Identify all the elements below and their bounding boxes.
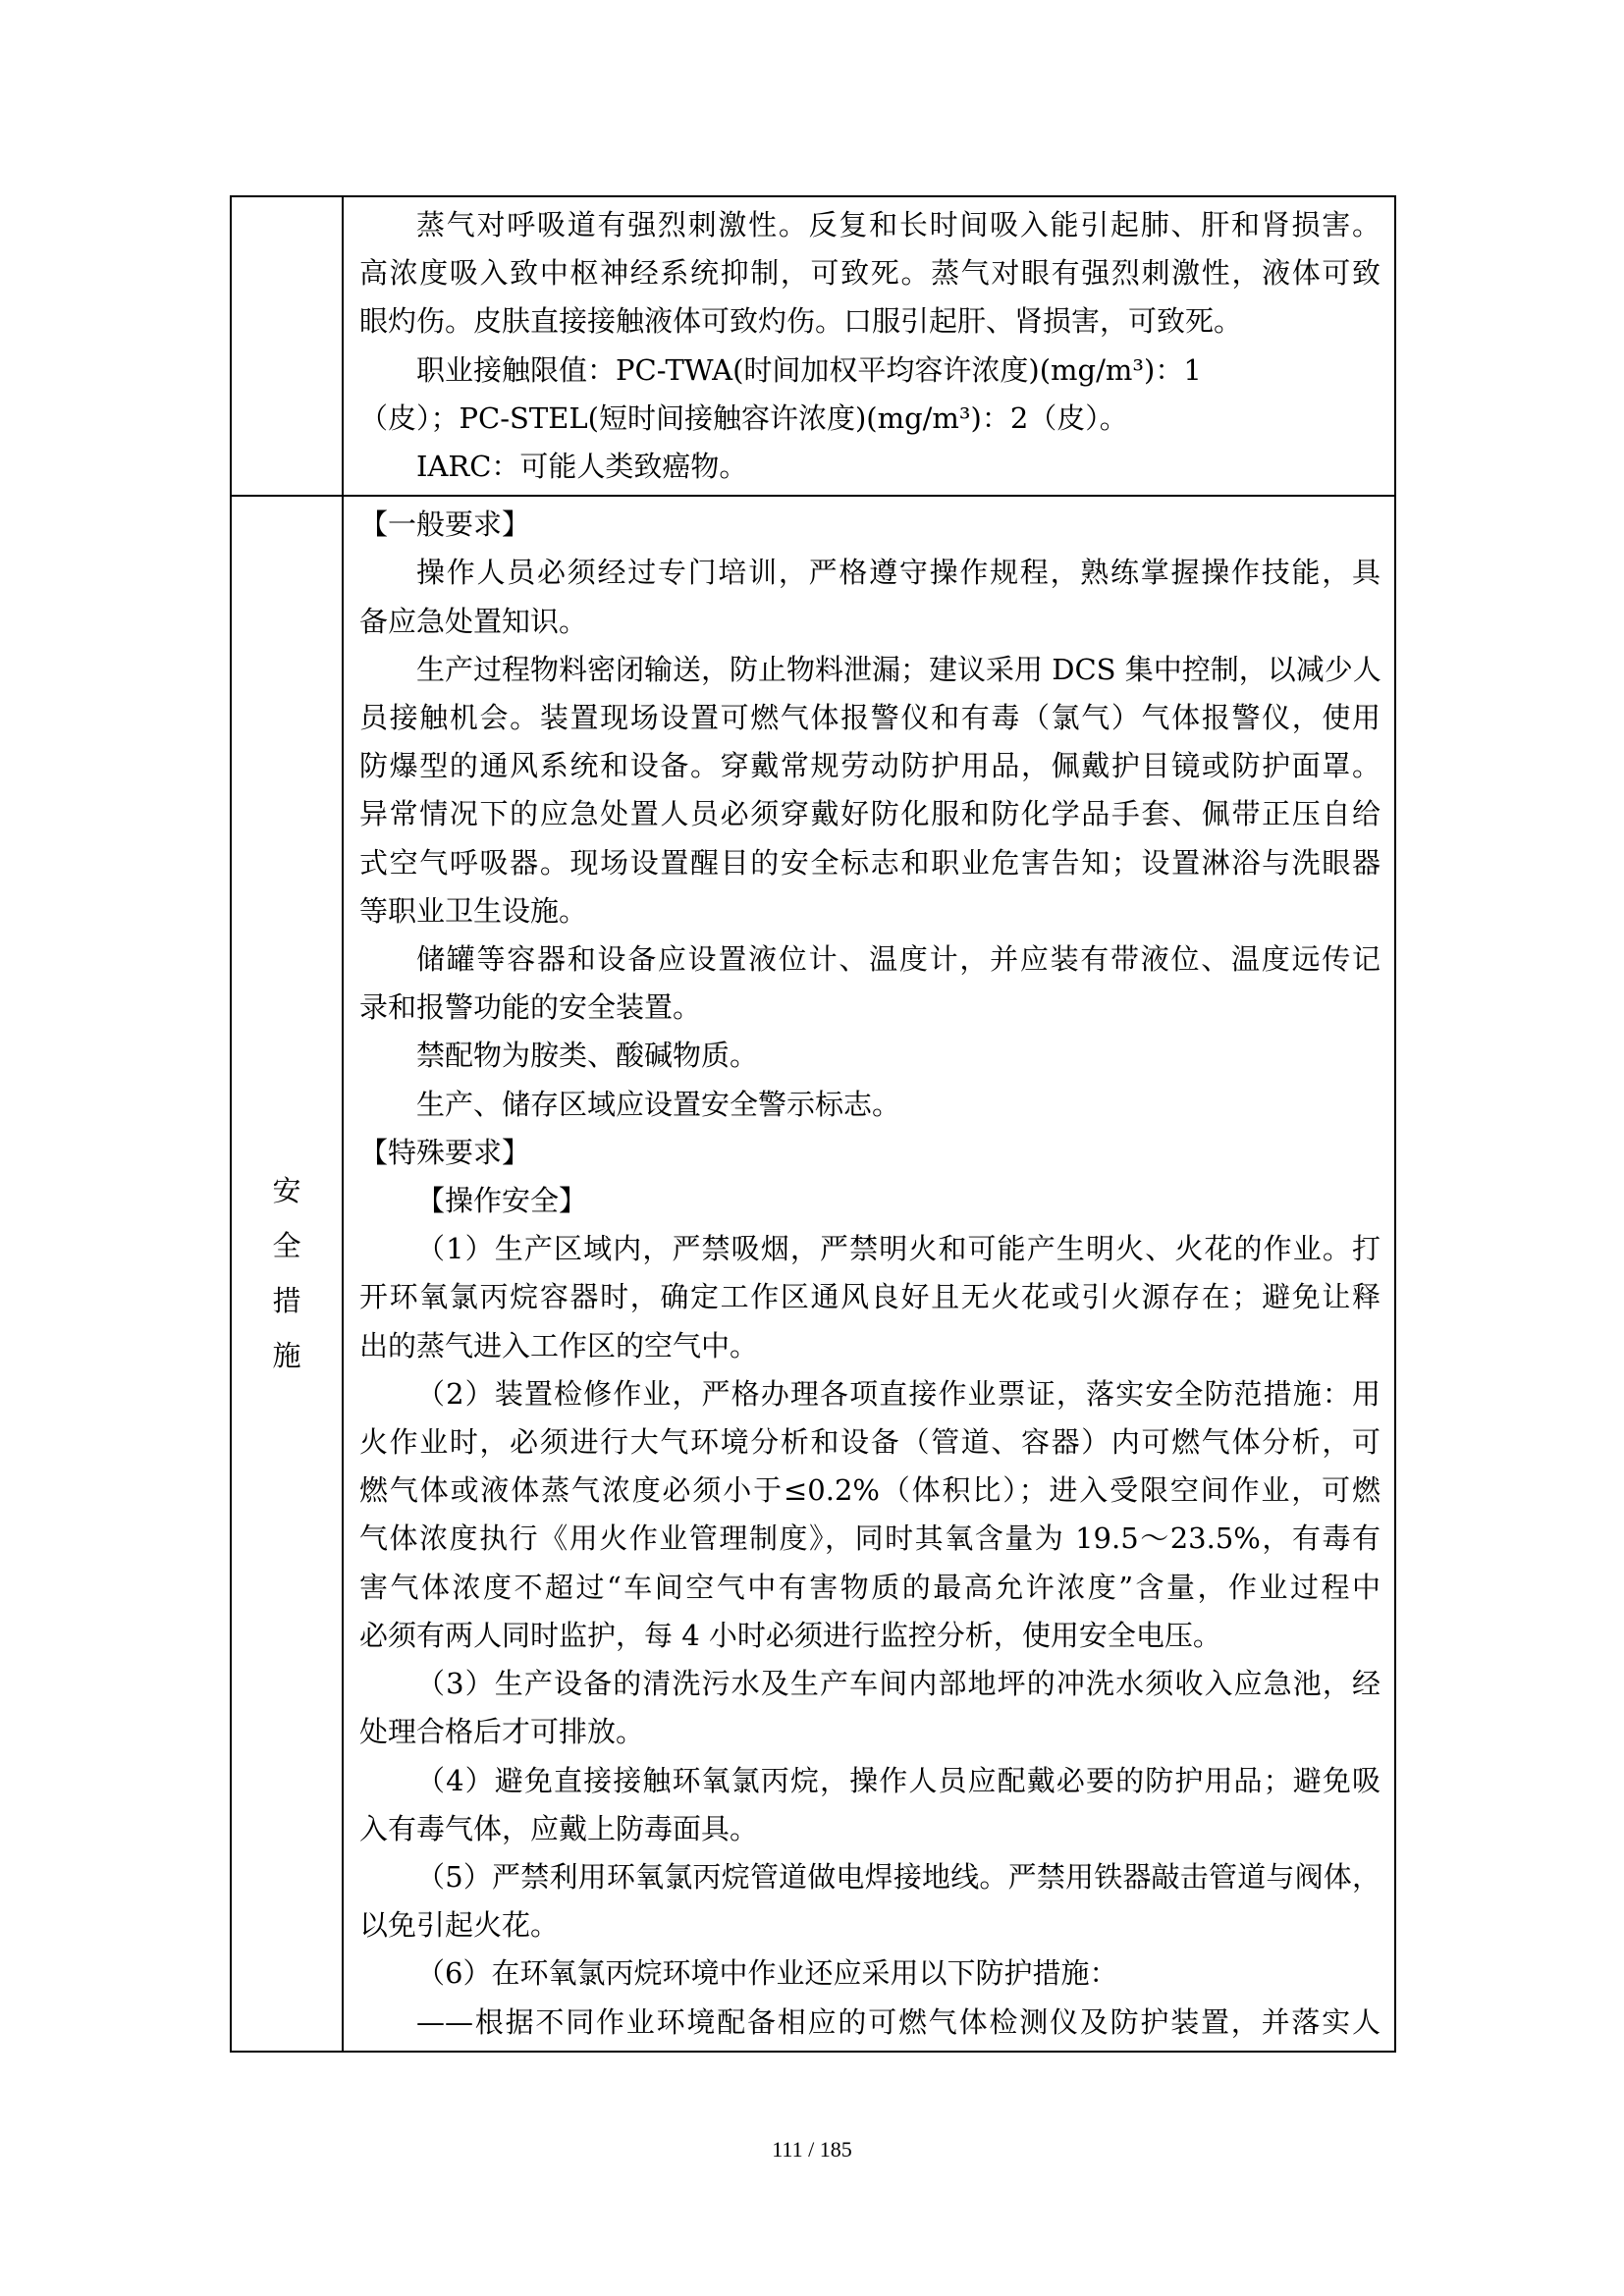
row-label-empty <box>231 196 343 496</box>
text-line: 处理合格后才可排放。 <box>359 1715 645 1749</box>
text-line: 以免引起火花。 <box>359 1908 560 1943</box>
text-line: ——根据不同作业环境配备相应的可燃气体检测仪及防护装置，并落实人 <box>416 2004 1380 2039</box>
text-line: 高浓度吸入致中枢神经系统抑制，可致死。蒸气对眼有强烈刺激性，液体可致 <box>359 256 1380 291</box>
text-line: 操作人员必须经过专门培训，严格遵守操作规程，熟练掌握操作技能，具 <box>416 556 1380 590</box>
label-char: 全 <box>272 1229 301 1263</box>
page-number: 111 / 185 <box>772 2137 852 2162</box>
text-line: 式空气呼吸器。现场设置醒目的安全标志和职业危害告知；设置淋浴与洗眼器 <box>359 845 1380 880</box>
text-line: 害气体浓度不超过“车间空气中有害物质的最高允许浓度”含量，作业过程中 <box>359 1570 1380 1604</box>
text-line: （3）生产设备的清洗污水及生产车间内部地坪的冲洗水须收入应急池，经 <box>416 1667 1380 1701</box>
text-line: 职业接触限值：PC-TWA(时间加权平均容许浓度)(mg/m³)：1 <box>416 352 1202 387</box>
text-line: 火作业时，必须进行大气环境分析和设备（管道、容器）内可燃气体分析，可 <box>359 1425 1380 1460</box>
content-table <box>230 195 1396 2053</box>
text-line: 蒸气对呼吸道有强烈刺激性。反复和长时间吸入能引起肺、肝和肾损害。 <box>416 208 1380 241</box>
text-line: 气体浓度执行《用火作业管理制度》，同时其氧含量为 19.5～23.5%，有毒有 <box>359 1522 1380 1556</box>
text-line: （6）在环氧氯丙烷环境中作业还应采用以下防护措施： <box>416 1956 1118 1991</box>
table-row <box>231 196 1395 496</box>
section-heading: 【一般要求】 <box>359 507 531 542</box>
text-line: 等职业卫生设施。 <box>359 893 588 928</box>
row-label-safety-measures <box>231 496 343 2052</box>
text-line: 备应急处置知识。 <box>359 604 588 638</box>
text-line: 员接触机会。装置现场设置可燃气体报警仪和有毒（氯气）气体报警仪，使用 <box>359 701 1380 735</box>
text-line: （5）严禁利用环氧氯丙烷管道做电焊接地线。严禁用铁器敲击管道与阀体， <box>416 1859 1380 1894</box>
text-line: 眼灼伤。皮肤直接接触液体可致灼伤。口服引起肝、肾损害，可致死。 <box>359 304 1243 339</box>
text-line: （1）生产区域内，严禁吸烟，严禁明火和可能产生明火、火花的作业。打 <box>416 1232 1380 1266</box>
text-line: 储罐等容器和设备应设置液位计、温度计，并应装有带液位、温度远传记 <box>416 942 1380 977</box>
subsection-heading: 【操作安全】 <box>416 1184 588 1218</box>
label-char: 措 <box>272 1284 301 1318</box>
label-char: 安 <box>272 1174 301 1208</box>
section-heading: 【特殊要求】 <box>359 1135 531 1169</box>
text-line: 生产过程物料密闭输送，防止物料泄漏；建议采用 DCS 集中控制，以减少人 <box>416 652 1381 686</box>
text-line: 生产、储存区域应设置安全警示标志。 <box>416 1087 901 1121</box>
text-line: 异常情况下的应急处置人员必须穿戴好防化服和防化学品手套、佩带正压自给 <box>359 797 1380 831</box>
text-line: （4）避免直接接触环氧氯丙烷，操作人员应配戴必要的防护用品；避免吸 <box>416 1763 1380 1797</box>
text-line: 开环氧氯丙烷容器时，确定工作区通风良好且无火花或引火源存在；避免让释 <box>359 1280 1380 1314</box>
text-line: 入有毒气体，应戴上防毒面具。 <box>359 1811 759 1845</box>
text-line: 防爆型的通风系统和设备。穿戴常规劳动防护用品，佩戴护目镜或防护面罩。 <box>359 749 1380 783</box>
text-line: IARC：可能人类致癌物。 <box>416 450 748 484</box>
safety-measures-cell <box>343 496 1395 2052</box>
text-line: （2）装置检修作业，严格办理各项直接作业票证，落实安全防范措施：用 <box>416 1376 1380 1411</box>
table-row <box>231 496 1395 2052</box>
text-line: （皮）；PC-STEL(短时间接触容许浓度)(mg/m³)：2（皮）。 <box>359 400 1128 435</box>
text-line: 出的蒸气进入工作区的空气中。 <box>359 1328 759 1362</box>
text-line: 禁配物为胺类、酸碱物质。 <box>416 1039 759 1073</box>
text-line: 燃气体或液体蒸气浓度必须小于≤0.2%（体积比）；进入受限空间作业，可燃 <box>359 1473 1380 1508</box>
text-line: 录和报警功能的安全装置。 <box>359 990 702 1025</box>
text-line: 必须有两人同时监护，每 4 小时必须进行监控分析，使用安全电压。 <box>359 1618 1221 1652</box>
health-hazard-cell <box>343 196 1395 496</box>
label-char: 施 <box>272 1339 301 1373</box>
